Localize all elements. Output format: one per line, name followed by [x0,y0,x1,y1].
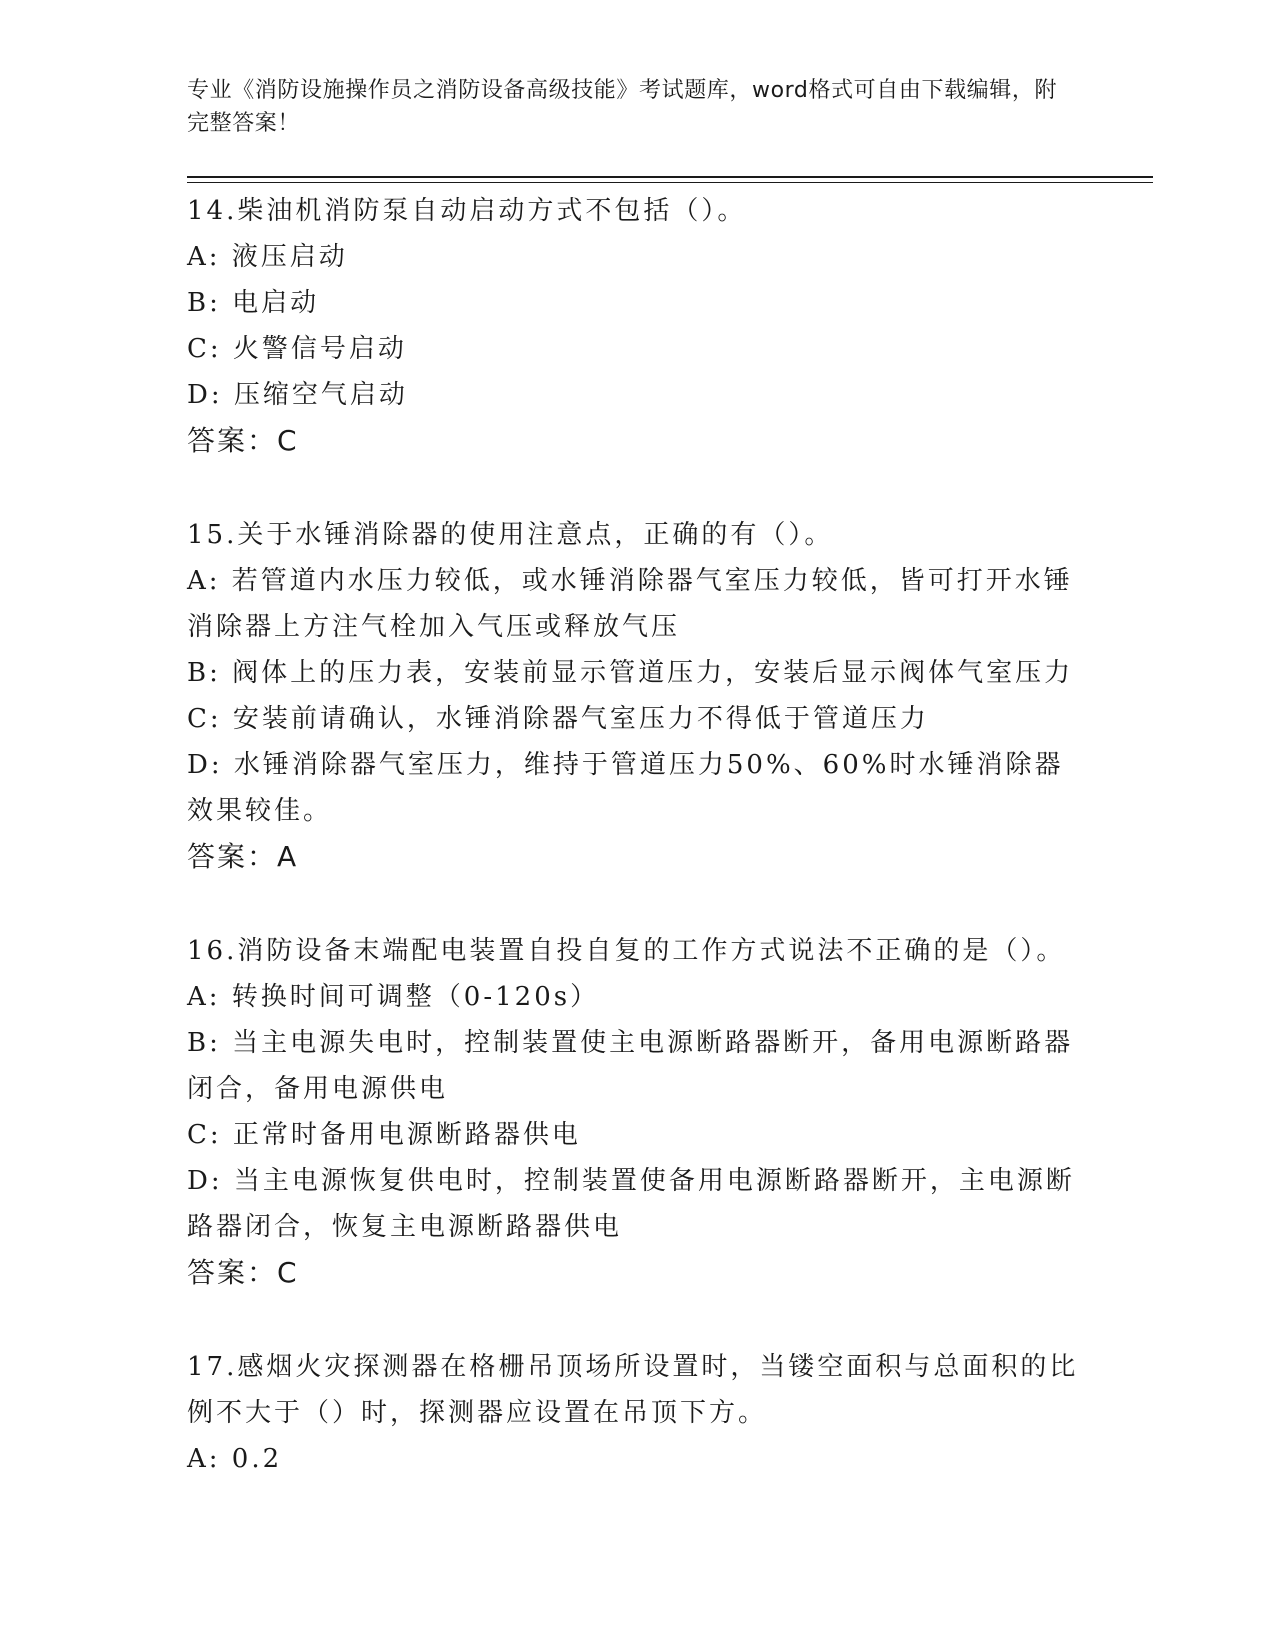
option-a: A: 0.2 [187,1444,283,1474]
option-d: D: 压缩空气启动 [187,380,408,410]
question-stem: 15.关于水锤消除器的使用注意点，正确的有（）。 [187,520,834,550]
option-a: A: 液压启动 [187,242,348,272]
option-c: C: 安装前请确认，水锤消除器气室压力不得低于管道压力 [187,704,929,734]
option-b: B: 阀体上的压力表，安装前显示管道压力，安装后显示阀体气室压力 [187,658,1074,688]
question-stem: 17.感烟火灾探测器在格栅吊顶场所设置时，当镂空面积与总面积的比例不大于（）时，探测器应设置在吊顶下方。 [187,1352,1079,1428]
option-c: C: 火警信号启动 [187,334,407,364]
question-15 [187,512,1087,880]
answer-label: 答案：C [187,424,299,457]
option-c: C: 正常时备用电源断路器供电 [187,1120,581,1150]
question-16 [187,928,1087,1296]
option-d: D: 水锤消除器气室压力，维持于管道压力50%、60%时水锤消除器效果较佳。 [187,750,1064,826]
option-b: B: 电启动 [187,288,320,318]
option-d: D: 当主电源恢复供电时，控制装置使备用电源断路器断开，主电源断路器闭合，恢复主电源断路器供电 [187,1166,1075,1242]
option-a: A: 若管道内水压力较低，或水锤消除器气室压力较低，皆可打开水锤消除器上方注气栓加入气压或释放气压 [187,566,1073,642]
question-14 [187,188,1087,464]
question-stem: 14.柴油机消防泵自动启动方式不包括（）。 [187,196,747,226]
option-b: B: 当主电源失电时，控制装置使主电源断路器断开，备用电源断路器闭合，备用电源供电 [187,1028,1074,1104]
question-17 [187,1344,1087,1482]
header-divider-thin [187,182,1153,183]
answer-label: 答案：C [187,1256,299,1289]
header-text: 专业《消防设施操作员之消防设备高级技能》考试题库，word格式可自由下载编辑，附完整答案！ [187,78,1058,136]
question-stem: 16.消防设备末端配电装置自投自复的工作方式说法不正确的是（）。 [187,936,1066,966]
option-a: A: 转换时间可调整（0-120s） [187,982,600,1012]
header-divider-thick [187,176,1153,178]
answer-label: 答案：A [187,840,299,873]
question-list [187,188,1087,1530]
